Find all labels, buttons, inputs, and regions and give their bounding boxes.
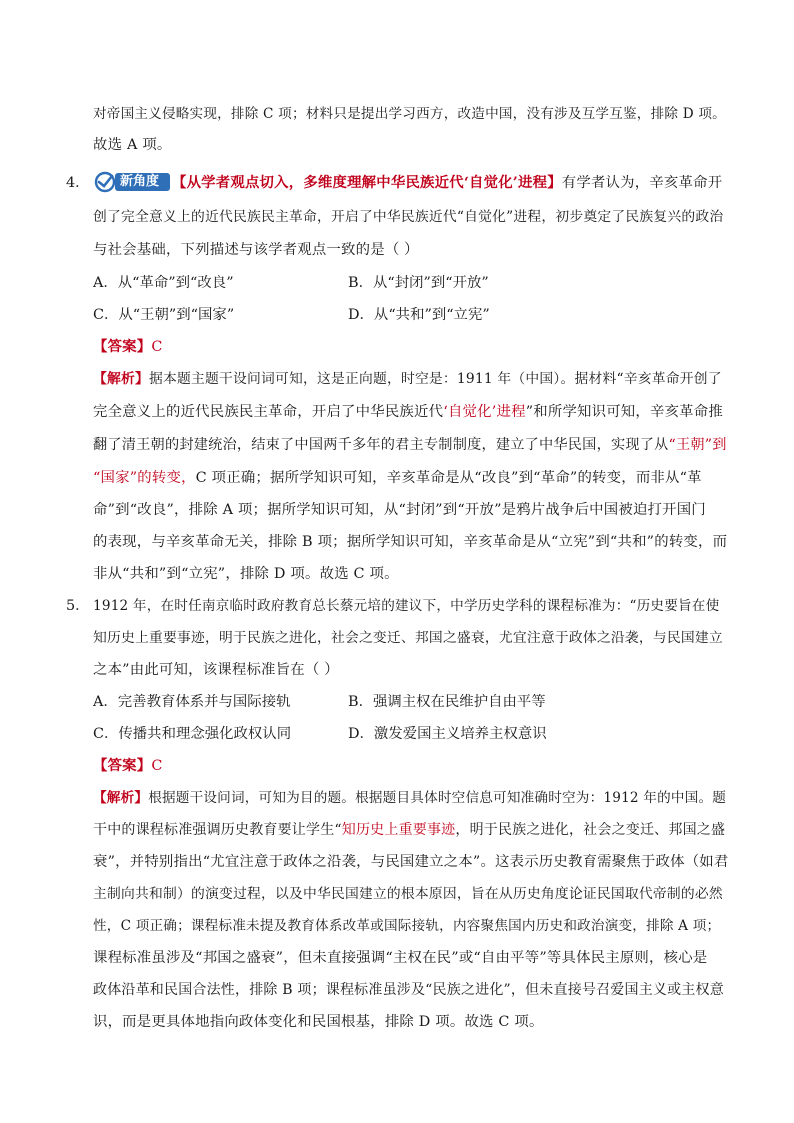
- new-angle-badge: [93, 170, 171, 194]
- answer-value: C: [151, 758, 163, 774]
- prev-analysis-line-2: 故选 A 项。: [93, 137, 172, 153]
- question-5-analysis-line-8: 识，而是更具体地指向政体变化和民国根基，排除 D 项。故选 C 项。: [93, 1014, 544, 1030]
- question-4-analysis-line-1: 【解析】据本题主题干设问词可知，这是正向题，时空是：1911 年（中国）。据材料“辛亥革命开创了: [93, 371, 722, 387]
- question-4-number: 4．: [66, 175, 90, 191]
- question-5-answer: [93, 756, 163, 776]
- question-5-analysis-line-6: 课程标准虽涉及“邦国之盛衰”，但未直接强调“主权在民”或“自由平等”等具体民主原则，核心是: [93, 950, 708, 966]
- question-4-analysis-line-4: “国家”的转变，C 项正确；据所学知识可知，辛亥革命是从“改良”到“革命”的转变，而非从“革: [93, 470, 702, 486]
- answer-value: C: [151, 339, 163, 355]
- question-5-analysis-line-7: 政体沿革和民国合法性，排除 B 项；课程标准虽涉及“民族之进化”，但未直接号召爱国主义或主权意: [93, 982, 724, 998]
- question-5-option-c[interactable]: C．传播共和理念强化政权认同: [93, 726, 292, 742]
- question-4-stem-tail: 有学者认为，辛亥革命开: [561, 175, 723, 191]
- question-4-analysis-line-3: 翻了清王朝的封建统治，结束了中国两千多年的君主专制制度，建立了中华民国，实现了从“王朝”到: [93, 437, 727, 453]
- question-4-answer: [93, 337, 163, 357]
- question-4-stem-line-2: 创了完全意义上的近代民族民主革命，开启了中华民族近代“自觉化”进程，初步奠定了民族复兴的政治: [93, 209, 724, 225]
- question-5-stem-line-1: 1912 年，在时任南京临时政府教育总长蔡元培的建议下，中学历史学科的课程标准为：“历史要旨在使: [93, 598, 720, 614]
- question-4-option-c[interactable]: C．从“王朝”到“国家”: [93, 307, 235, 323]
- question-4-analysis-line-2: 完全意义上的近代民族民主革命，开启了中华民族近代‘自觉化’进程”和所学知识可知，辛亥革命推: [93, 404, 723, 420]
- question-5-analysis-line-5: 性，C 项正确；课程标准未提及教育体系改革或国际接轨，内容聚焦国内历史和政治演变，排除 A 项；: [93, 918, 721, 934]
- question-4-stem-line-3: 与社会基础，下列描述与该学者观点一致的是（ ）: [93, 242, 419, 258]
- question-4-tag: 【从学者观点切入，多维度理解中华民族近代‘自觉化’进程】: [172, 174, 562, 191]
- question-5-stem-line-3: 之本”由此可知，该课程标准旨在（ ）: [93, 662, 339, 678]
- question-4-option-a[interactable]: A．从“革命”到“改良”: [93, 275, 234, 291]
- answer-label: 【答案】: [93, 757, 152, 774]
- question-4-analysis-line-5: 命”到“改良”，排除 A 项；据所学知识可知，从“封闭”到“开放”是鸦片战争后中国被迫打开国门: [93, 502, 706, 518]
- question-4-option-b[interactable]: B．从“封闭”到“开放”: [348, 275, 489, 291]
- analysis-label: 【解析】: [93, 371, 149, 387]
- question-5-analysis-line-1: 【解析】根据题干设问词，可知为目的题。根据题目具体时空信息可知准确时空为：1912 年的中国。题: [93, 790, 727, 806]
- question-5-analysis-line-2: 干中的课程标准强调历史教育要让学生“知历史上重要事迹，明于民族之进化，社会之变迁、邦国之盛: [93, 822, 726, 838]
- question-5-analysis-line-3: 衰”，并特别指出“尤宜注意于政体之沿袭，与民国建立之本”。这表示历史教育需聚焦于政体（如君: [93, 854, 729, 870]
- analysis-label: 【解析】: [93, 790, 149, 806]
- question-4-analysis-line-6: 的表现，与辛亥革命无关，排除 B 项；据所学知识可知，辛亥革命是从“立宪”到“共和”的转变，而: [93, 534, 728, 550]
- question-4-option-d[interactable]: D．从“共和”到“立宪”: [348, 307, 490, 323]
- new-angle-label: 新角度: [120, 174, 160, 189]
- question-5-option-b[interactable]: B．强调主权在民维护自由平等: [348, 694, 546, 710]
- question-4-stem-line-1: [172, 173, 722, 193]
- question-5-option-d[interactable]: D．激发爱国主义培养主权意识: [348, 726, 547, 742]
- question-4-analysis-line-7: 非从“共和”到“立宪”，排除 D 项。故选 C 项。: [93, 566, 399, 582]
- question-5-analysis-line-4: 主制向共和制）的演变过程，以及中华民国建立的根本原因，旨在从历史角度论证民国取代帝制的必然: [93, 886, 723, 902]
- answer-label: 【答案】: [93, 338, 152, 355]
- question-5-stem-line-2: 知历史上重要事迹，明于民族之进化，社会之变迁、邦国之盛衰，尤宜注意于政体之沿袭，与民国建立: [93, 630, 723, 646]
- prev-analysis-line-1: 对帝国主义侵略实现，排除 C 项；材料只是提出学习西方，改造中国，没有涉及互学互鉴，排除 D 项。: [93, 106, 726, 122]
- question-5-option-a[interactable]: A．完善教育体系并与国际接轨: [93, 694, 291, 710]
- question-5-number: 5．: [66, 598, 90, 614]
